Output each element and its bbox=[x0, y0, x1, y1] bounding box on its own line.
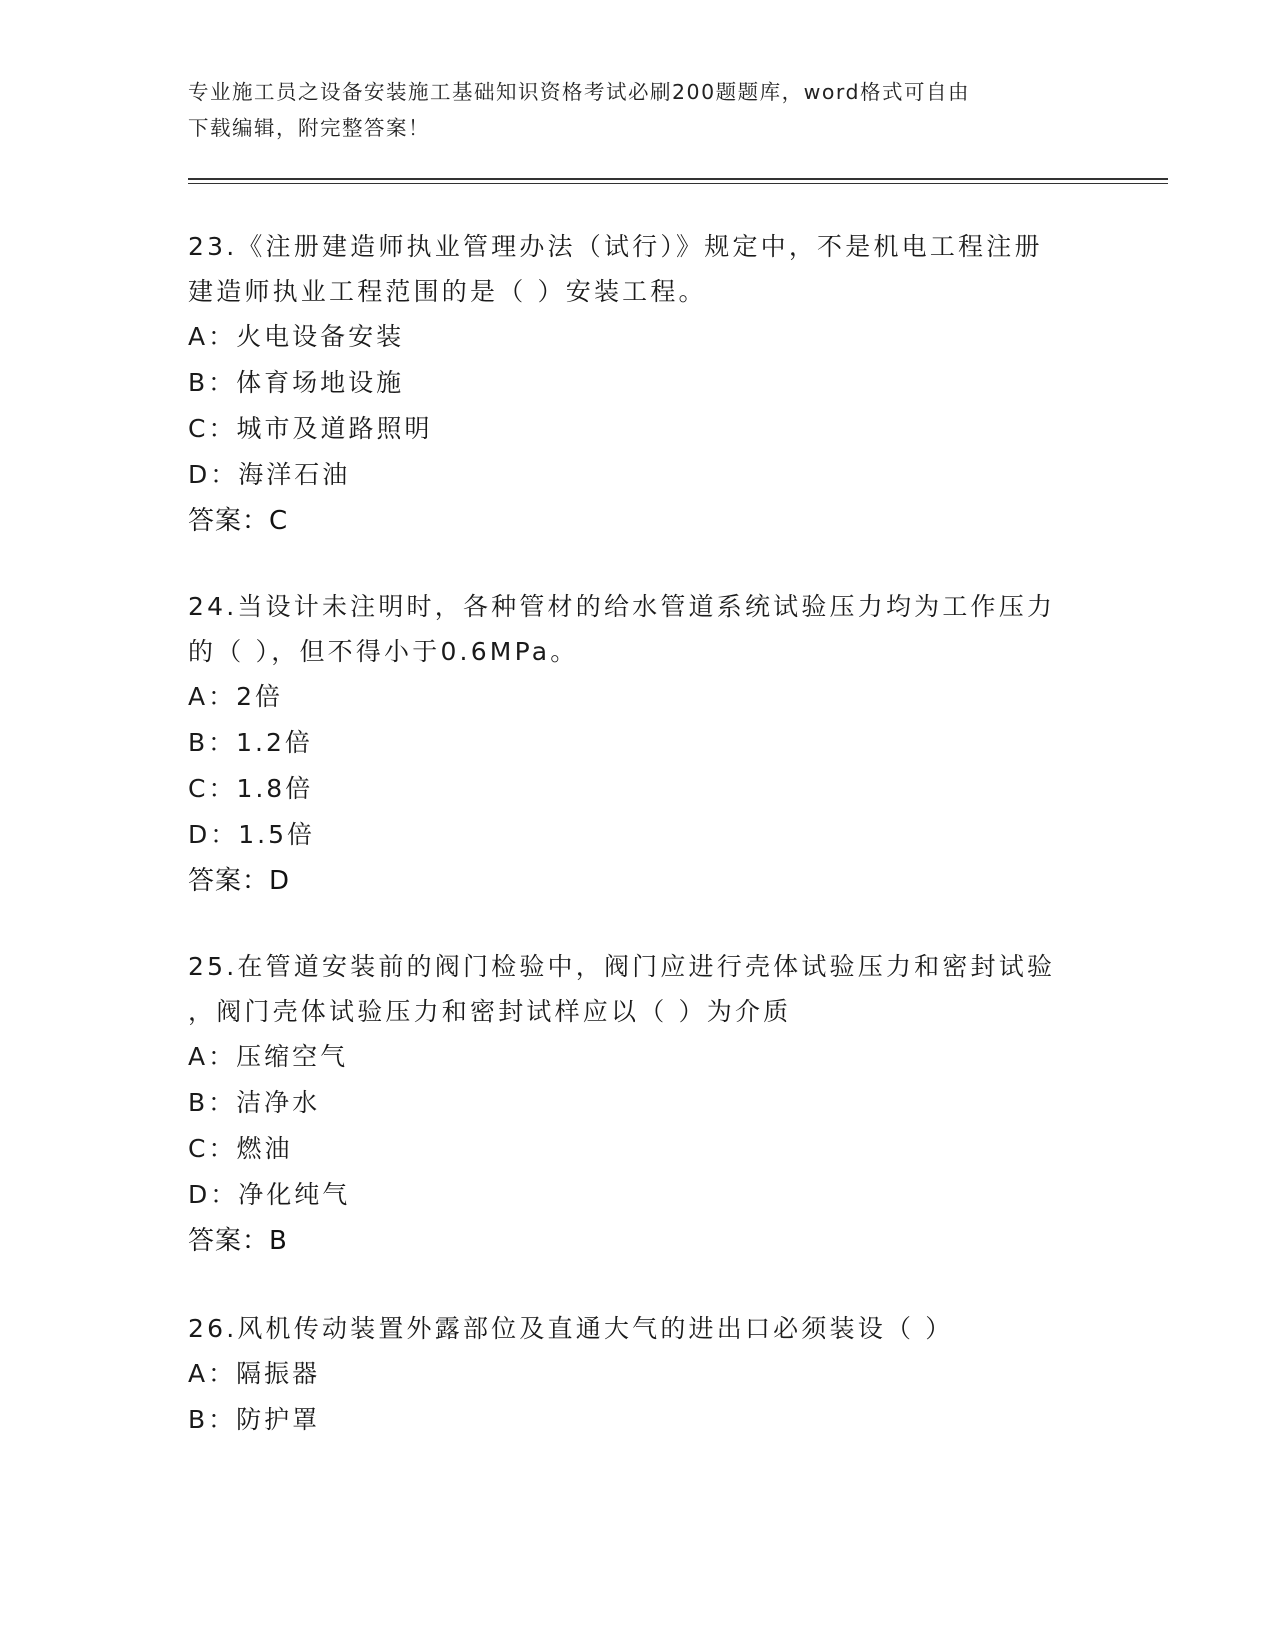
question-25 bbox=[188, 944, 1088, 1264]
question-text-line: 建造师执业工程范围的是（ ）安装工程。 bbox=[188, 277, 707, 306]
question-text-line: 25.在管道安装前的阀门检验中，阀门应进行壳体试验压力和密封试验 bbox=[188, 952, 1056, 981]
answer-label: 答案：B bbox=[188, 1226, 288, 1256]
question-text-line: 的（ ），但不得小于0.6MPa。 bbox=[188, 637, 579, 666]
document-header bbox=[188, 74, 1088, 146]
option-a: A：压缩空气 bbox=[188, 1042, 349, 1071]
option-b: B：体育场地设施 bbox=[188, 368, 405, 397]
option-c: C：燃油 bbox=[188, 1134, 293, 1163]
question-text-line: 26.风机传动装置外露部位及直通大气的进出口必须装设（ ） bbox=[188, 1314, 954, 1343]
question-text-line: ，阀门壳体试验压力和密封试样应以（ ）为介质 bbox=[188, 997, 792, 1026]
option-a: A：2倍 bbox=[188, 682, 284, 711]
header-line-1: 专业施工员之设备安装施工基础知识资格考试必刷200题题库，word格式可自由 bbox=[188, 80, 971, 104]
option-c: C：城市及道路照明 bbox=[188, 414, 433, 443]
header-divider bbox=[188, 178, 1168, 184]
option-b: B：洁净水 bbox=[188, 1088, 321, 1117]
question-text-line: 24.当设计未注明时，各种管材的给水管道系统试验压力均为工作压力 bbox=[188, 592, 1056, 621]
option-b: B：防护罩 bbox=[188, 1405, 321, 1434]
option-d: D：1.5倍 bbox=[188, 820, 316, 849]
question-23 bbox=[188, 224, 1088, 544]
question-text-line: 23.《注册建造师执业管理办法（试行）》规定中，不是机电工程注册 bbox=[188, 232, 1043, 261]
answer-label: 答案：C bbox=[188, 506, 289, 536]
question-26 bbox=[188, 1306, 1088, 1443]
option-d: D：海洋石油 bbox=[188, 460, 351, 489]
option-a: A：隔振器 bbox=[188, 1359, 321, 1388]
answer-label: 答案：D bbox=[188, 866, 291, 896]
option-c: C：1.8倍 bbox=[188, 774, 314, 803]
option-a: A：火电设备安装 bbox=[188, 322, 405, 351]
option-b: B：1.2倍 bbox=[188, 728, 313, 757]
question-24 bbox=[188, 584, 1088, 904]
option-d: D：净化纯气 bbox=[188, 1180, 351, 1209]
header-line-2: 下载编辑，附完整答案！ bbox=[188, 116, 430, 140]
